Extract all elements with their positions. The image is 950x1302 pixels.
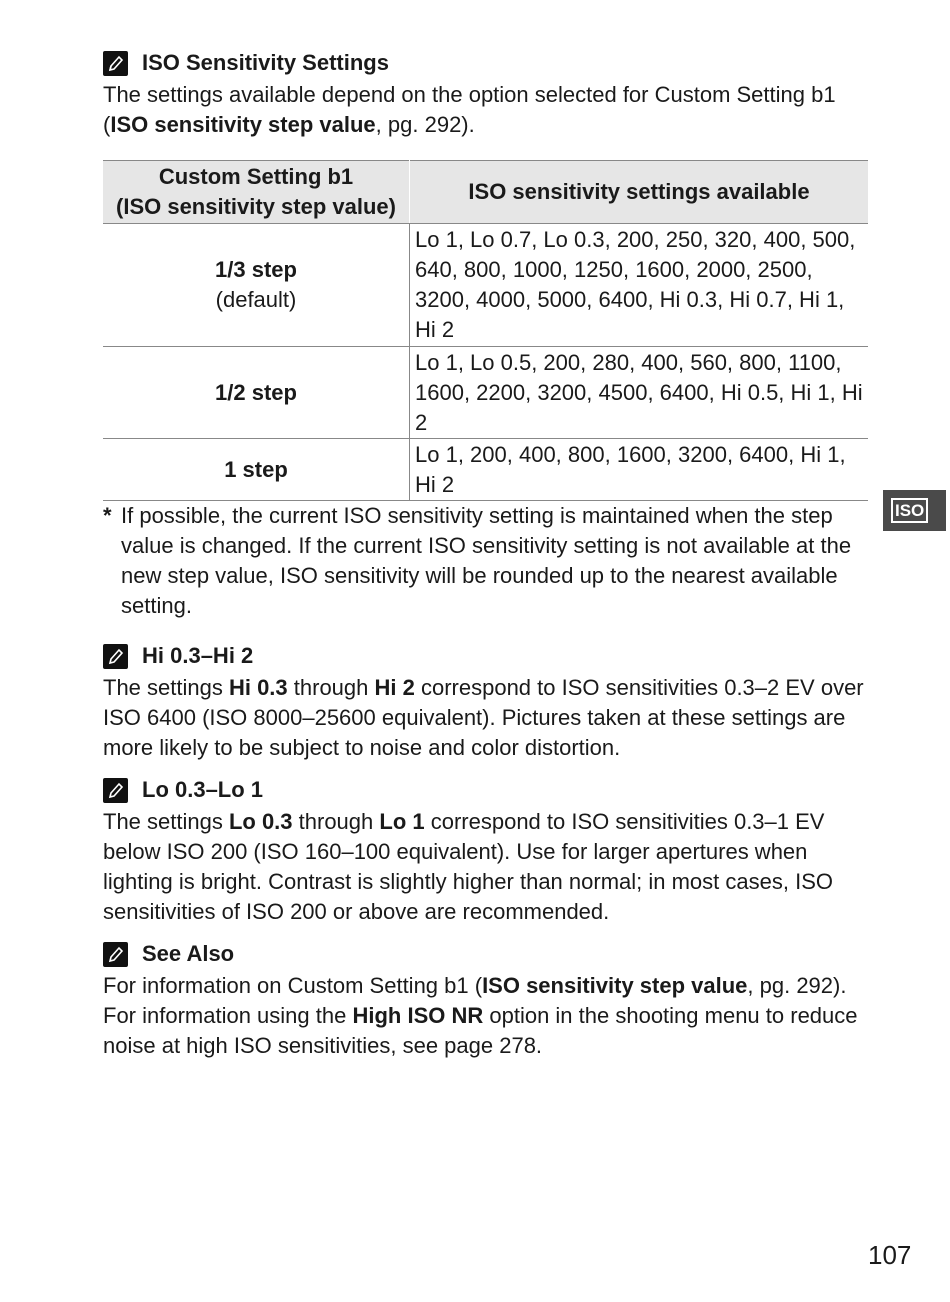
step-cell: 1/2 step	[103, 347, 410, 439]
table-row	[103, 439, 868, 501]
note-title: Hi 0.3–Hi 2	[142, 643, 254, 668]
note-title: ISO Sensitivity Settings	[142, 50, 389, 75]
note-heading	[103, 773, 868, 807]
page-content	[103, 46, 868, 1071]
note-title: See Also	[142, 941, 235, 966]
table-row	[103, 347, 868, 439]
note-title: Lo 0.3–Lo 1	[142, 777, 264, 802]
pencil-note-icon	[103, 942, 128, 967]
values-cell: Lo 1, Lo 0.7, Lo 0.3, 200, 250, 320, 400, 500, 640, 800, 1000, 1250, 1600, 2000, 2500, 3200, 4000, 5000, 6400, Hi 0.3, Hi 0.7, Hi 1, Hi 2	[410, 224, 869, 347]
col-iso-available-header: ISO sensitivity settings available	[410, 161, 869, 224]
note-heading	[103, 46, 868, 80]
footnote-text: If possible, the current ISO sensitivity setting is maintained when the step value is changed. If the current ISO sensitivity setting is not available at the new step value, ISO sensitivity will be rounded up to the nearest available setting.	[121, 503, 852, 618]
page-number: 107	[868, 1240, 912, 1270]
pencil-note-icon	[103, 778, 128, 803]
step-cell: 1/3 step (default)	[103, 224, 410, 347]
iso-settings-table	[103, 160, 868, 501]
footnote-marker: *	[103, 503, 112, 528]
lo-note	[103, 773, 868, 927]
note-heading	[103, 937, 868, 971]
pencil-note-icon	[103, 644, 128, 669]
table-footnote	[103, 501, 868, 621]
iso-chapter-tab[interactable]	[883, 490, 946, 531]
table-row	[103, 224, 868, 347]
hi-note	[103, 639, 868, 763]
note-heading	[103, 639, 868, 673]
col-custom-setting-header: Custom Setting b1 (ISO sensitivity step value)	[103, 161, 410, 224]
note-body: The settings available depend on the option selected for Custom Setting b1 (ISO sensitivity step value, pg. 292).	[103, 82, 836, 137]
note-body: For information on Custom Setting b1 (ISO sensitivity step value, pg. 292). For information using the High ISO NR option in the shooting menu to reduce noise at high ISO sensitivities, see page 278.	[103, 973, 858, 1058]
pencil-note-icon	[103, 51, 128, 76]
iso-sensitivity-settings-note	[103, 46, 868, 140]
values-cell: Lo 1, Lo 0.5, 200, 280, 400, 560, 800, 1100, 1600, 2200, 3200, 4500, 6400, Hi 0.5, Hi 1, Hi 2	[410, 347, 869, 439]
step-cell: 1 step	[103, 439, 410, 501]
note-body: The settings Hi 0.3 through Hi 2 correspond to ISO sensitivities 0.3–2 EV over ISO 6400 (ISO 8000–25600 equivalent). Pictures taken at these settings are more likely to be subject to noise and color distortion.	[103, 675, 864, 760]
table-header-row	[103, 161, 868, 224]
iso-tab-label: ISO	[891, 498, 928, 523]
note-body: The settings Lo 0.3 through Lo 1 correspond to ISO sensitivities 0.3–1 EV below ISO 200 (ISO 160–100 equivalent). Use for larger apertures when lighting is bright. Contrast is slightly higher than normal; in most cases, ISO sensitivities of ISO 200 or above are recommended.	[103, 809, 833, 924]
values-cell: Lo 1, 200, 400, 800, 1600, 3200, 6400, Hi 1, Hi 2	[410, 439, 869, 501]
see-also-note	[103, 937, 868, 1061]
